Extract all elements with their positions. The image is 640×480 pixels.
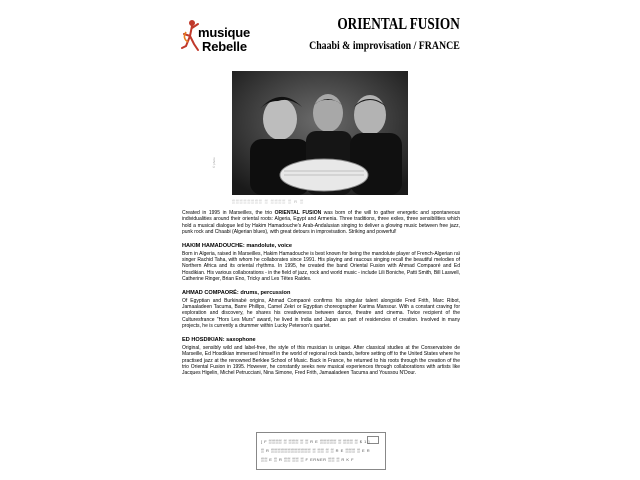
member-bio: Original, sensibly wild and label-free, the style of this musician is unique. After classical studies at the Conservatoire de Marseille, Ed Hosdikian immersed himself in the world of regional rock bands, before setting off to the United States where he practised jazz at the renowned Berklee School of Music. Back in France, he returned to his roots through the creation of the trio Oriental Fusion in 1995. However, he constantly seeks new musical experiences through collaborations with artists like Jacques Higelin, Michel Petrucciani, Nina Simone, Fred Frith, Jamaaladeen Tacuma and Youssou N'Dour.	[182, 344, 460, 377]
member-bio: Born in Algeria, raised in Marseilles, Hakim Hamadouche is best known for being the mandolute player of French-Algerian raï singer Rachid Taha, with whom he collaborates since 1991. His playing and raucous singing recall the beautiful melodies of Northern Africa and its oriental rhythms. In 1995, he created the band Oriental Fusion with Ahmad Compaoré and Ed Hosdikian. His various collaborations - in the field of jazz, rock and world music - include Lili Boniche, Patti Smith, Bill Laswell, Catherine Ringer, Brian Eno, Tricky and Les Têtes Raides.	[182, 250, 460, 283]
band-photo-image	[232, 71, 408, 195]
page-subtitle: Chaabi & improvisation / FRANCE	[309, 38, 460, 52]
footer-line-1: [ F ▒▒▒▒ ▒ ▒▒▒ ▒ ▒ R E ▒▒▒▒▒ ▒ ▒▒▒ ▒ $ 1 ]	[261, 439, 371, 444]
intro-bold-band-name: ORIENTAL FUSION	[274, 210, 322, 216]
logo-word-musique: musique	[198, 25, 251, 40]
main-text	[182, 210, 460, 384]
member-bio: Of Egyptian and Burkinabè origins, Ahmad Compaoré confirms his singular talent alongside Fred Frith, Marc Ribot, Jamaaladeen Tacuma, Barre Phillips, Camel Zekri or Egyptian choreographer Karima Mansour. With a constant craving for exploration and discovery, he shares his creativeness between dance, theatre and cinema. Twice recipient of the Culturesfrance "Hors Les Murs" award, he lived in India and Japan as part of residencies of creation. Involved in many projects, he is currently a drummer within Lucky Peterson's quartet.	[182, 297, 460, 330]
intro-paragraph	[182, 210, 460, 236]
intro-text-b: was born of the will to gather energetic and spontaneous individualities around their oriental roots: Algeria, Egypt and Armenia. Three traditions, three exiles, three sensibilities which hold a musical dialogue led by Hakim Hamadouche's Arab-Andalusian singing to deliver a glowing music between free jazz, punk rock and Chaabi (Algerian blues), with great detours in improvisation. Striking and powerful!	[182, 210, 460, 236]
member-section	[182, 337, 460, 377]
header-title-block	[276, 14, 460, 53]
logo-word-rebelle: Rebelle	[202, 39, 247, 54]
musique-rebelle-logo	[180, 18, 260, 60]
member-heading: HAKIM HAMADOUCHE: mandolute, voice	[182, 242, 293, 249]
footer-line-2: ▒ R ▒▒▒▒▒▒▒▒▒▒▒▒ ▒ ▒▒ ▒ ▒ R E ▒▒▒ ▒ E R	[261, 448, 371, 453]
photo-caption-row: ▒▒▒▒▒▒▒▒ ▒ ▒▒▒▒ ▒ R ▒	[232, 199, 304, 204]
member-section	[182, 290, 460, 330]
member-section	[182, 243, 460, 283]
footer-line-3: ▒▒ E ▒ R ▒▒ ▒▒ ▒ F ERNER ▒▒ ▒ R K F	[261, 457, 355, 462]
photo-credit: © photo	[212, 157, 216, 168]
member-heading: AHMAD COMPAORÉ: drums, percussion	[182, 289, 291, 296]
band-photo	[232, 71, 408, 195]
contact-footer-box	[256, 432, 386, 470]
intro-text-a: Created in 1995 in Marseilles, the trio	[182, 210, 275, 216]
page-title: ORIENTAL FUSION	[337, 14, 460, 33]
member-heading: ED HOSDIKIAN: saxophone	[182, 336, 256, 343]
